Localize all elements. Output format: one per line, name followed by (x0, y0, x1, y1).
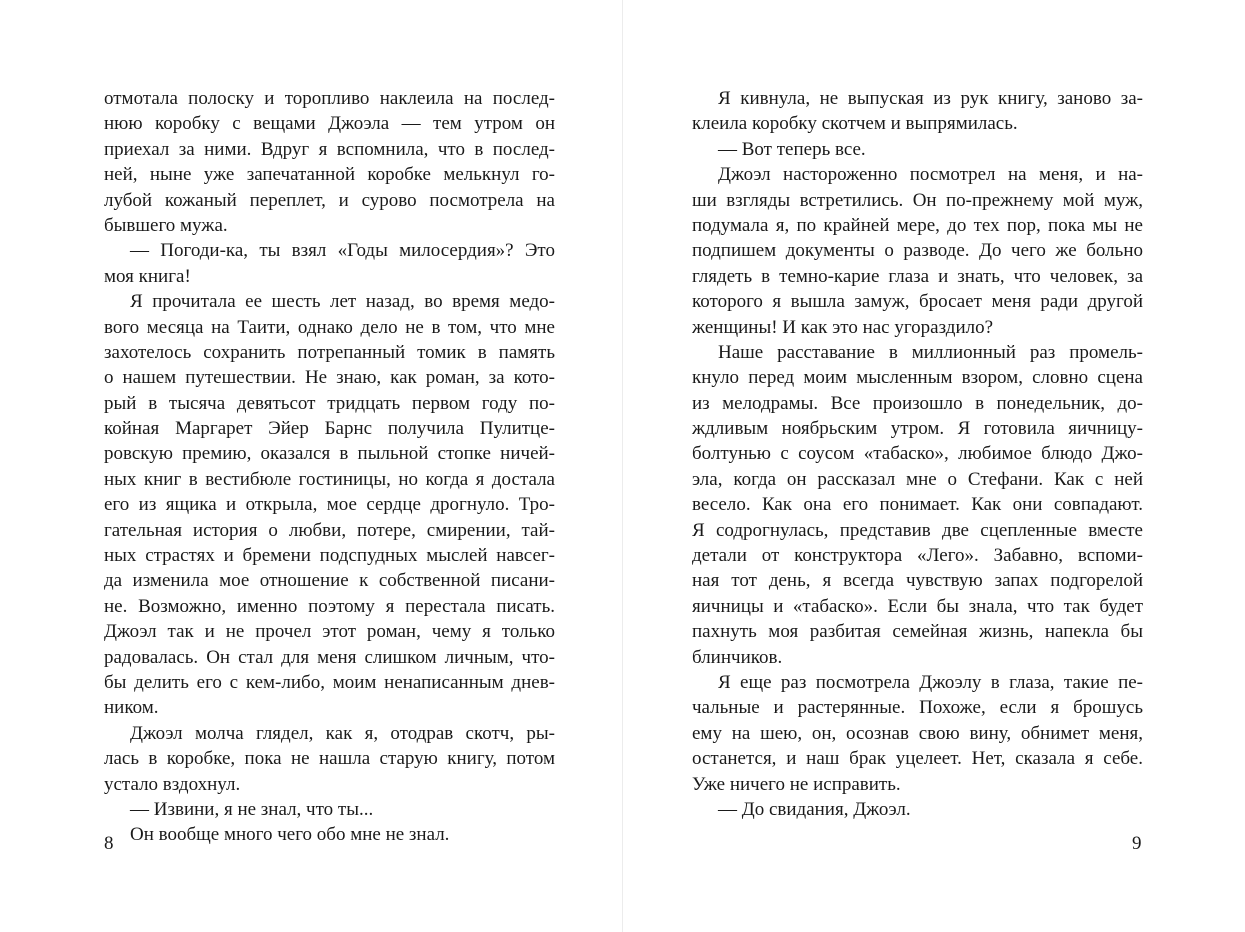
text-line: устало вздохнул. (104, 773, 241, 795)
text-line: Наше расставание в миллионный раз промель- (718, 341, 1143, 363)
text-line: Уже ничего не исправить. (692, 773, 901, 795)
text-line: Джоэл настороженно посмотрел на меня, и на- (718, 164, 1143, 186)
page-number-right: 9 (1132, 833, 1142, 854)
text-line: ждливым ноябрьским утром. Я готовила яичницу- (692, 418, 1143, 440)
text-line: клеила коробку скотчем и выпрямилась. (692, 113, 1018, 135)
right-page-text (692, 86, 1143, 822)
text-line: — Извини, я не знал, что ты... (130, 798, 374, 820)
text-line: женщины! И как это нас угораздило? (692, 316, 994, 338)
text-line: отмотала полоску и торопливо наклеила на послед- (104, 88, 555, 109)
text-line: подумала я, по крайней мере, до тех пор, пока мы не (692, 214, 1143, 236)
text-line: бы делить его с кем-либо, моим ненаписанным днев- (104, 671, 555, 693)
text-line: Я прочитала ее шесть лет назад, во время медо- (130, 291, 555, 313)
text-line: радовалась. Он стал для меня слишком личным, что- (104, 646, 555, 668)
text-line: гательная история о любви, потере, смирении, тай- (104, 519, 555, 541)
text-line: пахнуть моя разбитая семейная жизнь, напекла бы (692, 621, 1143, 643)
text-line: койная Маргарет Эйер Барнс получила Пулитце- (104, 418, 555, 440)
text-line: Я еще раз посмотрела Джоэлу в глаза, такие пе- (718, 671, 1143, 693)
text-line: Он вообще много чего обо мне не знал. (130, 824, 450, 846)
text-line: которого я вышла замуж, бросает меня ради другой (692, 291, 1143, 313)
text-line: блинчиков. (692, 646, 783, 668)
text-line: — Погоди-ка, ты взял «Годы милосердия»? Это (130, 240, 555, 262)
text-line: ных страстях и бремени подспудных мыслей навсег- (104, 545, 555, 567)
text-line: Джоэл так и не прочел этот роман, чему я только (104, 621, 555, 643)
text-line: моя книга! (104, 265, 191, 287)
text-line: весело. Как она его понимает. Как они совпадают. (692, 494, 1143, 516)
text-line: чальные и растерянные. Похоже, если я брошусь (692, 697, 1143, 719)
text-line: подпишем документы о разводе. До чего же больно (692, 240, 1143, 262)
text-line: — До свидания, Джоэл. (718, 798, 911, 820)
text-line: ней, ныне уже запечатанной коробке мелькнул го- (104, 164, 555, 186)
text-line: Я кивнула, не выпуская из рук книгу, заново за- (718, 88, 1143, 109)
text-line: нюю коробку с вещами Джоэла — тем утром он (104, 113, 555, 135)
text-line: приехал за ними. Вдруг я вспомнила, что в послед- (104, 138, 555, 160)
text-line: эла, когда он рассказал мне о Стефани. Как с ней (692, 468, 1143, 490)
text-line: — Вот теперь все. (718, 138, 866, 160)
text-line: останется, и наш брак уцелеет. Нет, сказала я себе. (692, 748, 1143, 770)
text-line: Я содрогнулась, представив две сцепленные вместе (692, 519, 1143, 541)
text-line: лась в коробке, пока не нашла старую книгу, потом (104, 748, 555, 770)
page-gutter (622, 0, 623, 932)
text-line: о нашем путешествии. Не знаю, как роман, за кото- (104, 367, 555, 389)
page-number-left: 8 (104, 833, 114, 854)
text-line: яичницы и «табаско». Если бы знала, что так будет (692, 595, 1143, 617)
text-line: глядеть в темно-карие глаза и знать, что человек, за (692, 265, 1143, 287)
text-line: ши взгляды встретились. Он по-прежнему мой муж, (692, 189, 1143, 211)
text-line: ником. (104, 697, 159, 719)
text-line: его из ящика и открыла, мое сердце дрогнуло. Тро- (104, 494, 555, 516)
text-line: ных книг в вестибюле гостиницы, но когда я достала (104, 468, 555, 490)
text-line: рый в тысяча девятьсот тридцать первом году по- (104, 392, 555, 414)
text-line: бывшего мужа. (104, 214, 228, 236)
text-line: детали от конструктора «Лего». Забавно, вспоми- (692, 545, 1143, 567)
text-line: Джоэл молча глядел, как я, отодрав скотч, ры- (130, 722, 555, 744)
text-line: ная тот день, я всегда чувствую запах подгорелой (692, 570, 1143, 592)
text-line: ровскую премию, оказался в пыльной стопке ничей- (104, 443, 555, 465)
text-line: ему на шею, он, осознав свою вину, обнимет меня, (692, 722, 1143, 744)
text-line: из мелодрамы. Все произошло в понедельник, до- (692, 392, 1143, 414)
text-line: кнуло перед моим мысленным взором, словно сцена (692, 367, 1143, 389)
text-line: лубой кожаный переплет, и сурово посмотрела на (104, 189, 555, 211)
text-line: вого месяца на Таити, однако дело не в том, что мне (104, 316, 555, 338)
text-line: болтунью с соусом «табаско», любимое блюдо Джо- (692, 443, 1143, 465)
text-line: не. Возможно, именно поэтому я перестала писать. (104, 595, 555, 617)
text-line: захотелось сохранить потрепанный томик в память (104, 341, 555, 363)
left-page-text (104, 86, 555, 848)
text-line: да изменила мое отношение к собственной писани- (104, 570, 555, 592)
